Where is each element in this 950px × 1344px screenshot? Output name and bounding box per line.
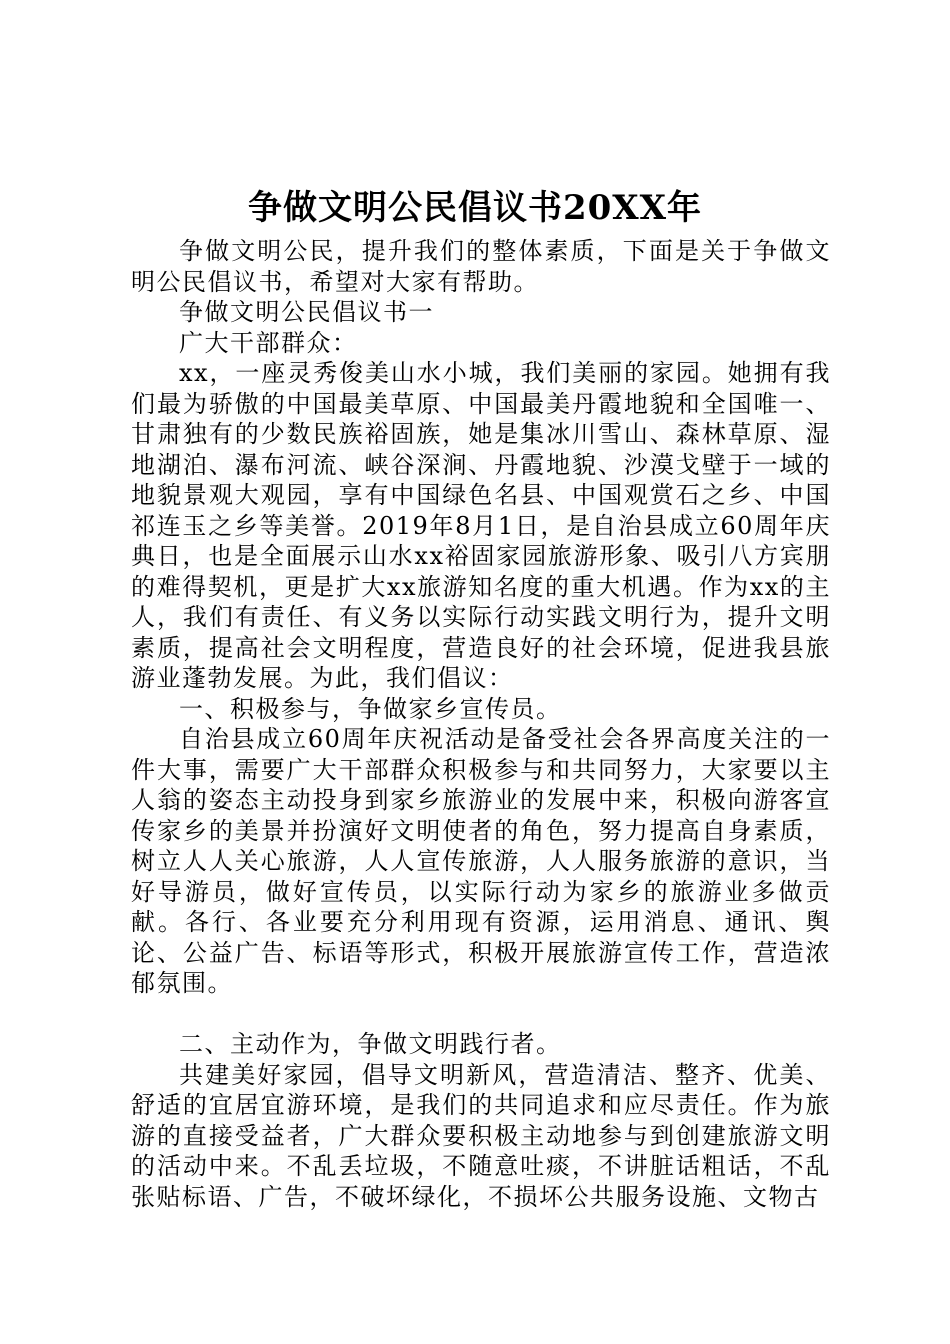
point-heading-2: 二、主动作为，争做文明践行者。 — [179, 1030, 562, 1058]
body-paragraph: 自治县成立60周年庆祝活动是备受社会各界高度关注的一件大事，需要广大干部群众积极参与和共同努力，大家要以主人翁的姿态主动投身到家乡旅游业的发展中来，积极向游客宣传家乡的美景并扮演好文明使者的角色，努力提高自身素质，树立人人关心旅游，人人宣传旅游，人人服务旅游的意识，当好导游员，做好宣传员，以实际行动为家乡的旅游业多做贡献。各行、各业要充分利用现有资源，运用消息、通讯、舆论、公益广告、标语等形式，积极开展旅游宣传工作，营造浓郁氛围。 — [131, 725, 831, 997]
point-heading-1: 一、积极参与，争做家乡宣传员。 — [179, 694, 562, 723]
salutation: 广大干部群众： — [179, 328, 358, 357]
body-paragraph: 共建美好家园，倡导文明新风，营造清洁、整齐、优美、舒适的宜居宜游环境，是我们的共同追求和应尽责任。作为旅游的直接受益者，广大群众要积极主动地参与到创建旅游文明的活动中来。不乱丢垃圾，不随意吐痰，不讲脏话粗话，不乱张贴标语、广告，不破坏绿化，不损坏公共服务设施、文物古 — [131, 1060, 831, 1211]
body-paragraph: xx，一座灵秀俊美山水小城，我们美丽的家园。她拥有我们最为骄傲的中国最美草原、中国最美丹霞地貌和全国唯一、甘肃独有的少数民族裕固族，她是集冰川雪山、森林草原、湿地湖泊、瀑布河流、峡谷深涧、丹霞地貌、沙漠戈壁于一域的地貌景观大观园，享有中国绿色名县、中国观赏石之乡、中国祁连玉之乡等美誉。2019年8月1日，是自治县成立60周年庆典日，也是全面展示山水xx裕固家园旅游形象、吸引八方宾朋的难得契机，更是扩大xx旅游知名度的重大机遇。作为xx的主人，我们有责任、有义务以实际行动实践文明行为，提升文明素质，提高社会文明程度，营造良好的社会环境，促进我县旅游业蓬勃发展。为此，我们倡议： — [131, 359, 831, 692]
intro-paragraph: 争做文明公民，提升我们的整体素质，下面是关于争做文明公民倡议书，希望对大家有帮助。 — [131, 237, 831, 296]
section-heading: 争做文明公民倡议书一 — [179, 298, 434, 326]
document-title: 争做文明公民倡议书20XX年 — [247, 188, 703, 228]
document-body — [131, 236, 831, 1212]
